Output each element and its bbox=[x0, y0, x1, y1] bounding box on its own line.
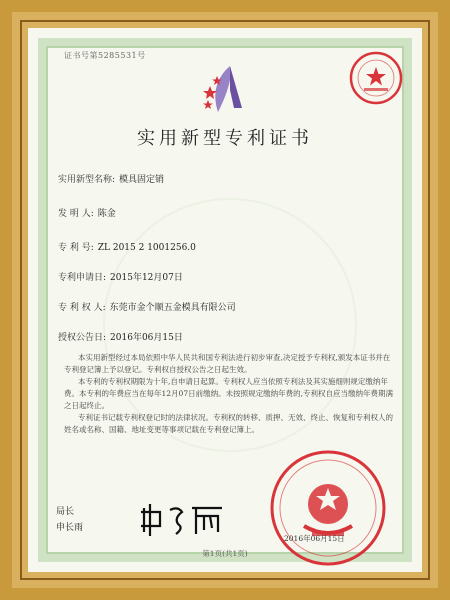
field-utility-name bbox=[58, 172, 164, 185]
field-value: 陈金 bbox=[97, 209, 116, 219]
field-label: 发 明 人: bbox=[58, 209, 94, 219]
paragraph: 本专利的专利权期限为十年,自申请日起算。专利权人应当依照专利法及其实施细则规定缴纳年费。本专利的年费应当在每年12月07日前缴纳。未按照规定缴纳年费的,专利权自应当缴纳年费期满之日起终止。 bbox=[64, 377, 393, 410]
field-label: 专 利 号: bbox=[58, 243, 94, 253]
handwritten-signature bbox=[138, 498, 228, 538]
field-value: 2016年06月15日 bbox=[110, 333, 183, 343]
page-footer: 第1页(共1页) bbox=[202, 549, 248, 558]
field-inventor bbox=[58, 206, 116, 219]
field-label: 专利申请日: bbox=[58, 273, 107, 283]
field-value: ZL 2015 2 1001256.0 bbox=[97, 243, 196, 253]
field-filing-date bbox=[58, 270, 183, 283]
sipo-logo-icon bbox=[198, 60, 258, 120]
director-title: 局长 bbox=[56, 507, 75, 517]
field-label: 授权公告日: bbox=[58, 333, 107, 343]
paragraph: 本实用新型经过本局依照中华人民共和国专利法进行初步审查,决定授予专利权,颁发本证书并在专利登记簿上予以登记。专利权自授权公告之日起生效。 bbox=[64, 353, 391, 374]
stamp-date: 2016年06月15日 bbox=[284, 534, 345, 543]
certificate-paper bbox=[28, 28, 422, 572]
field-patent-number bbox=[58, 240, 196, 253]
field-value: 模具固定销 bbox=[119, 175, 165, 185]
field-label: 专 利 权 人: bbox=[58, 303, 106, 313]
body-paragraphs bbox=[64, 352, 394, 436]
field-label: 实用新型名称: bbox=[58, 175, 116, 185]
certificate-title: 实用新型专利证书 bbox=[137, 128, 313, 149]
field-patentee bbox=[58, 300, 236, 313]
paragraph: 专利证书记载专利权登记时的法律状况。专利权的转移、质押、无效、终止、恢复和专利权人的姓名或名称、国籍、地址变更等事项记载在专利登记簿上。 bbox=[64, 413, 393, 434]
field-value: 东莞市金个顺五金模具有限公司 bbox=[109, 303, 236, 313]
director-block bbox=[56, 504, 83, 536]
certificate-number: 证书号第5285531号 bbox=[64, 51, 146, 60]
official-seal-icon bbox=[348, 50, 404, 106]
director-name: 申长雨 bbox=[56, 523, 84, 533]
field-grant-date bbox=[58, 330, 183, 343]
field-value: 2015年12月07日 bbox=[110, 273, 183, 283]
